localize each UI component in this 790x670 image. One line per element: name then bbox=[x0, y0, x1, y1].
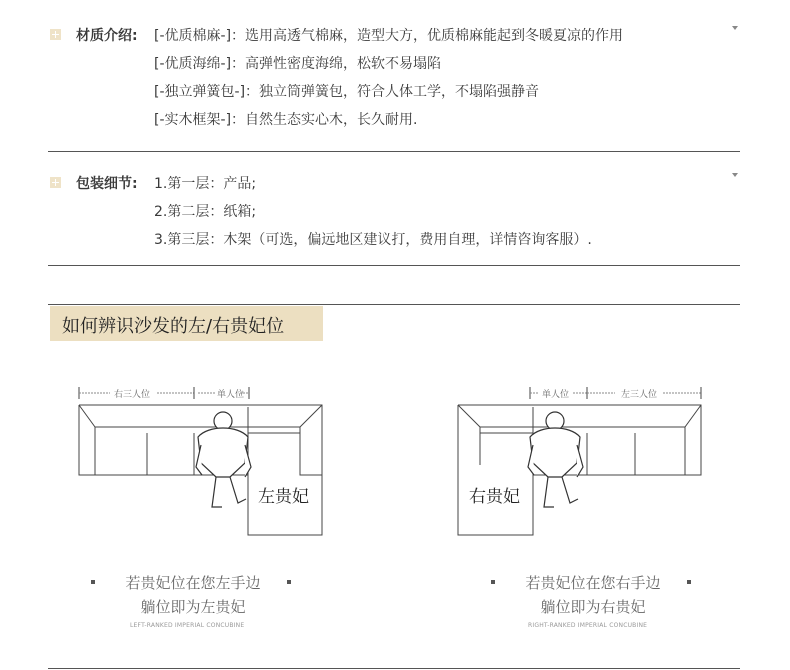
packaging-line-2: 2.第二层：纸箱; bbox=[154, 204, 257, 220]
left-dim-single: 单人位 bbox=[217, 390, 245, 400]
right-dim-main: 左三人位 bbox=[621, 390, 658, 400]
divider bbox=[48, 265, 740, 266]
material-section bbox=[48, 20, 740, 140]
right-chaise-diagram bbox=[455, 385, 720, 545]
right-caption-1: 若贵妃位在您右手边 bbox=[525, 574, 661, 592]
packaging-line-3: 3.第三层：木架（可选，偏远地区建议打，费用自理，详情咨询客服）. bbox=[154, 232, 592, 248]
packaging-section bbox=[48, 168, 740, 258]
bullet-icon bbox=[287, 580, 291, 584]
bullet-icon bbox=[491, 580, 495, 584]
person-icon bbox=[196, 412, 251, 507]
divider bbox=[48, 304, 740, 305]
right-dim-single: 单人位 bbox=[542, 390, 570, 400]
left-chaise-label: 左贵妃 bbox=[258, 487, 309, 507]
left-caption-2: 躺位即为左贵妃 bbox=[140, 598, 246, 616]
right-chaise-label: 右贵妃 bbox=[469, 487, 520, 507]
packaging-label: 包装细节: bbox=[76, 176, 138, 192]
material-line-1: [-优质棉麻-]：选用高透气棉麻，造型大方，优质棉麻能起到冬暖夏凉的作用 bbox=[154, 28, 624, 44]
material-line-4: [-实木框架-]：自然生态实心木，长久耐用. bbox=[154, 112, 418, 128]
left-chaise-diagram bbox=[70, 385, 335, 545]
expand-plus-icon[interactable] bbox=[50, 177, 61, 188]
packaging-line-1: 1.第一层：产品; bbox=[154, 176, 257, 192]
chevron-down-icon[interactable] bbox=[732, 173, 738, 177]
material-line-2: [-优质海绵-]：高弹性密度海绵，松软不易塌陷 bbox=[154, 56, 442, 72]
section-title: 如何辨识沙发的左/右贵妃位 bbox=[62, 316, 285, 337]
person-icon bbox=[528, 412, 583, 507]
right-caption-2: 躺位即为右贵妃 bbox=[540, 598, 646, 616]
bullet-icon bbox=[91, 580, 95, 584]
left-subtitle: LEFT-RANKED IMPERIAL CONCUBINE bbox=[130, 622, 245, 629]
left-caption-1: 若贵妃位在您左手边 bbox=[125, 574, 261, 592]
bullet-icon bbox=[687, 580, 691, 584]
material-label: 材质介绍: bbox=[76, 28, 138, 44]
material-line-3: [-独立弹簧包-]：独立筒弹簧包，符合人体工学，不塌陷强静音 bbox=[154, 84, 540, 100]
chevron-down-icon[interactable] bbox=[732, 26, 738, 30]
right-subtitle: RIGHT-RANKED IMPERIAL CONCUBINE bbox=[528, 622, 648, 629]
left-dim-main: 右三人位 bbox=[114, 390, 151, 400]
expand-plus-icon[interactable] bbox=[50, 29, 61, 40]
divider bbox=[48, 668, 740, 669]
divider bbox=[48, 151, 740, 152]
